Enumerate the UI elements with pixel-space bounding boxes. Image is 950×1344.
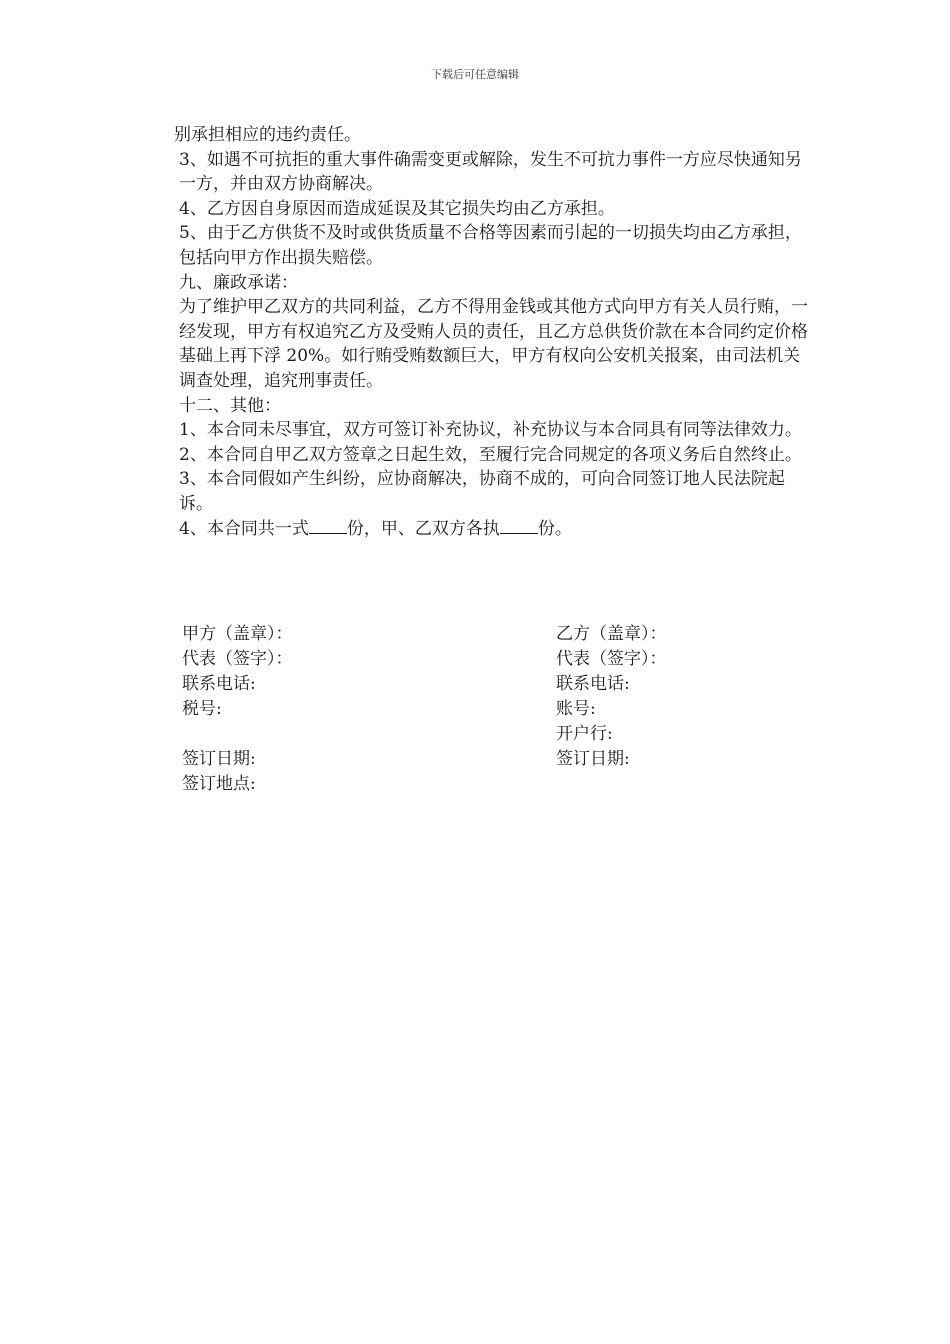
clause-copies [174,517,814,542]
party-a-signature-block [182,622,482,797]
party-a-sign-place: 签订地点: [182,774,256,794]
party-b-phone: 联系电话: [556,674,630,694]
party-a-representative: 代表（签字）： [182,649,293,669]
party-b-sign-date: 签订日期: [556,749,630,769]
party-a-spacer [182,722,482,747]
copies-each-blank [500,519,538,534]
clause-force-majeure: 3、如遇不可抗拒的重大事件确需变更或解除，发生不可抗力事件一方应尽快通知另一方，并由双方协商解决。 [179,149,802,195]
party-b-seal: 乙方（盖章）： [556,624,667,644]
copies-suffix: 份。 [537,518,572,539]
party-b-account: 账号: [556,699,596,719]
clause-supplementary: 1、本合同未尽事宜，双方可签订补充协议，补充协议与本合同具有同等法律效力。 [179,420,802,441]
party-a-seal: 甲方（盖章）： [182,624,293,644]
copies-total-blank [309,519,347,534]
contract-body [174,123,814,541]
copies-middle: 份，甲、乙双方各执 [346,518,500,539]
section-heading-other: 十二、其他： [179,395,281,416]
party-b-representative: 代表（签字）： [556,649,667,669]
party-a-tax-number: 税号: [182,699,222,719]
copies-prefix: 4、本合同共一式 [179,518,309,539]
party-b-signature-block [556,622,856,772]
clause-effective: 2、本合同自甲乙双方签章之日起生效，至履行完合同规定的各项义务后自然终止。 [179,444,802,465]
party-a-phone: 联系电话: [182,674,256,694]
paragraph-continuation: 别承担相应的违约责任。 [174,125,361,145]
party-a-sign-date: 签订日期: [182,749,256,769]
clause-delay-loss: 4、乙方因自身原因而造成延误及其它损失均由乙方承担。 [179,198,615,219]
page-header-note: 下载后可任意编辑 [431,68,519,81]
clause-integrity: 为了维护甲乙双方的共同利益，乙方不得用金钱或其他方式向甲方有关人员行贿，一经发现，甲方有权追究乙方及受贿人员的责任，且乙方总供货价款在本合同约定价格基础上再下浮 20%。如行贿受贿数额巨大，甲方有权向公安机关报案，由司法机关调查处理，追究刑事责任。 [179,297,808,391]
clause-supply-quality: 5、由于乙方供货不及时或供货质量不合格等因素而引起的一切损失均由乙方承担，包括向甲方作出损失赔偿。 [179,223,802,268]
section-heading-integrity: 九、廉政承诺： [179,272,298,293]
clause-dispute: 3、本合同假如产生纠纷，应协商解决，协商不成的，可向合同签订地人民法院起诉。 [179,469,785,514]
party-b-bank: 开户行: [556,724,613,744]
